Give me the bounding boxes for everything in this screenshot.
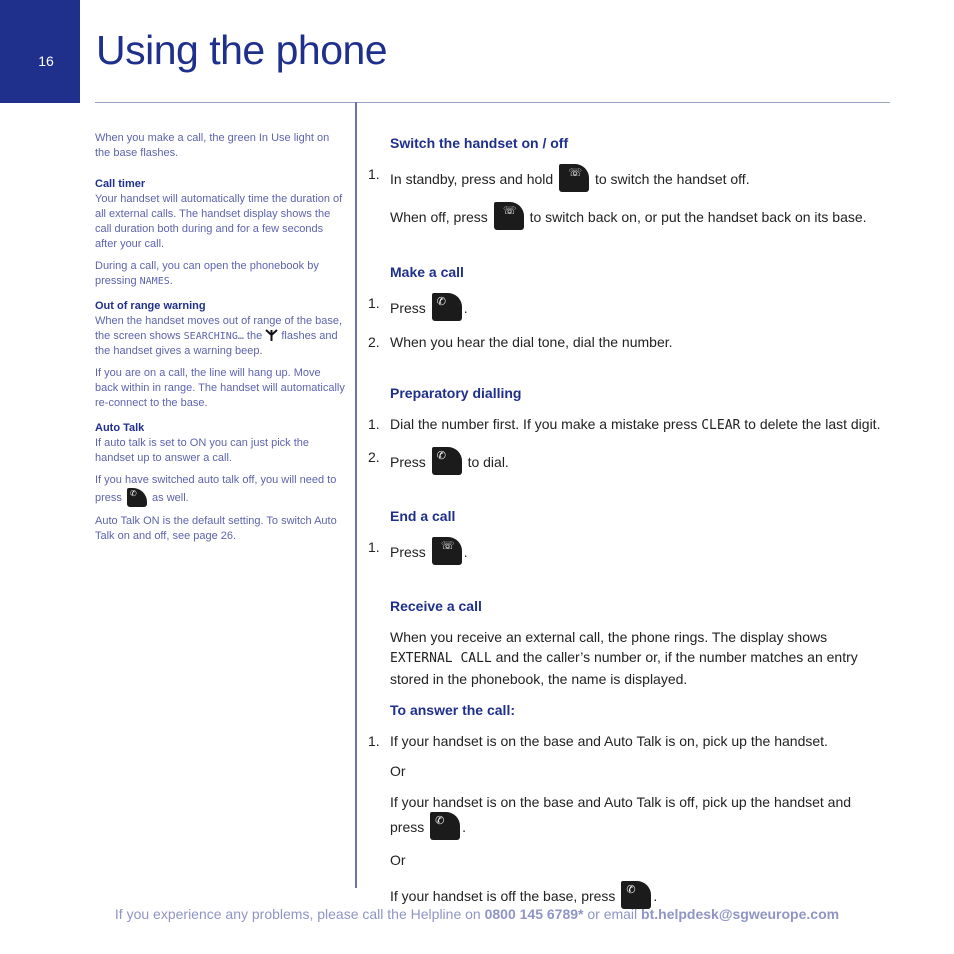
- prep-step-1: 1. Dial the number first. If you make a mistake press CLEAR to delete the last digit.: [368, 416, 881, 433]
- main-instructions: [368, 133, 888, 909]
- range-text-2: If you are on a call, the line will hang up. Move back within in range. The handset will automatically re-connect to the base.: [95, 367, 345, 409]
- page-tab: [0, 0, 80, 103]
- call-timer-text: Your handset will automatically time the duration of all external calls. The handset display shows the call duration both during and for a few seconds after your call.: [95, 193, 343, 250]
- talk-key-icon: ✆: [127, 488, 147, 507]
- range-text: When the handset moves out of range of the base, the screen shows SEARCHING… the flashes and the handset gives a warning beep.: [95, 315, 343, 357]
- answer-alt-2: If your handset is off the base, press ✆ .: [368, 881, 888, 909]
- section-title-receive: Receive a call: [390, 598, 482, 614]
- autotalk-heading: Auto Talk: [95, 422, 145, 434]
- helpline-footer: If you experience any problems, please call the Helpline on 0800 145 6789* or email bt.helpdesk@sgweurope.com: [114, 906, 840, 922]
- lcd-names: NAMES: [139, 276, 170, 287]
- receive-text: When you receive an external call, the phone rings. The display shows EXTERNAL CALL and the caller’s number or, if the number matches an entry stored in the phonebook, the name is displayed.: [390, 629, 858, 687]
- talk-key-icon: ✆: [621, 881, 651, 909]
- talk-key-icon: ✆: [432, 447, 462, 475]
- answer-or-2: Or: [390, 852, 406, 868]
- section-title-make: Make a call: [390, 264, 464, 280]
- lcd-searching: SEARCHING…: [183, 331, 244, 342]
- phonebook-note: During a call, you can open the phonebook by pressing NAMES.: [95, 260, 319, 287]
- helpline-email[interactable]: bt.helpdesk@sgweurope.com: [641, 906, 840, 922]
- helpline-phone: 0800 145 6789*: [484, 906, 584, 922]
- autotalk-text-3: Auto Talk ON is the default setting. To switch Auto Talk on and off, see page 26.: [95, 515, 337, 542]
- autotalk-text-2: If you have switched auto talk off, you will need to press ✆ as well.: [95, 473, 345, 507]
- talk-key-icon: ✆: [430, 812, 460, 840]
- answer-alt-1: If your handset is on the base and Auto Talk is off, pick up the handset and press ✆ .: [368, 792, 888, 840]
- section-title-onoff: Switch the handset on / off: [390, 135, 569, 151]
- lcd-external-call: EXTERNAL CALL: [390, 651, 492, 666]
- talk-key-icon: ✆: [432, 293, 462, 321]
- end-power-key-icon: ☏: [559, 164, 589, 192]
- end-power-key-icon: ☏: [432, 537, 462, 565]
- onoff-step-1: 1. In standby, press and hold ☏ to switch the handset off.: [368, 164, 888, 192]
- make-step-2: 2. When you hear the dial tone, dial the number.: [368, 334, 673, 350]
- lcd-clear: CLEAR: [701, 418, 741, 433]
- answer-heading: To answer the call:: [390, 702, 515, 718]
- section-title-end: End a call: [390, 508, 456, 524]
- antenna-icon: [265, 329, 278, 341]
- call-timer-heading: Call timer: [95, 178, 146, 190]
- range-heading: Out of range warning: [95, 300, 206, 312]
- make-step-1: 1. Press ✆ .: [368, 293, 888, 321]
- page-title: Using the phone: [96, 27, 388, 73]
- autotalk-text-1: If auto talk is set to ON you can just pick the handset up to answer a call.: [95, 437, 309, 464]
- answer-or-1: Or: [390, 763, 406, 779]
- answer-step-1: 1. If your handset is on the base and Auto Talk is on, pick up the handset.: [368, 733, 828, 749]
- prep-step-2: 2. Press ✆ to dial.: [368, 447, 888, 475]
- page-number: 16: [38, 53, 54, 69]
- section-title-prep: Preparatory dialling: [390, 385, 522, 401]
- end-power-key-icon: ☏: [494, 202, 524, 230]
- sidebar-notes: [95, 131, 345, 551]
- onoff-step-1b: When off, press ☏ to switch back on, or put the handset back on its base.: [368, 202, 888, 230]
- sidebar-intro: When you make a call, the green In Use light on the base flashes.: [95, 132, 330, 159]
- column-divider: [355, 102, 357, 888]
- header-divider: [95, 102, 890, 103]
- end-step-1: 1. Press ☏ .: [368, 537, 888, 565]
